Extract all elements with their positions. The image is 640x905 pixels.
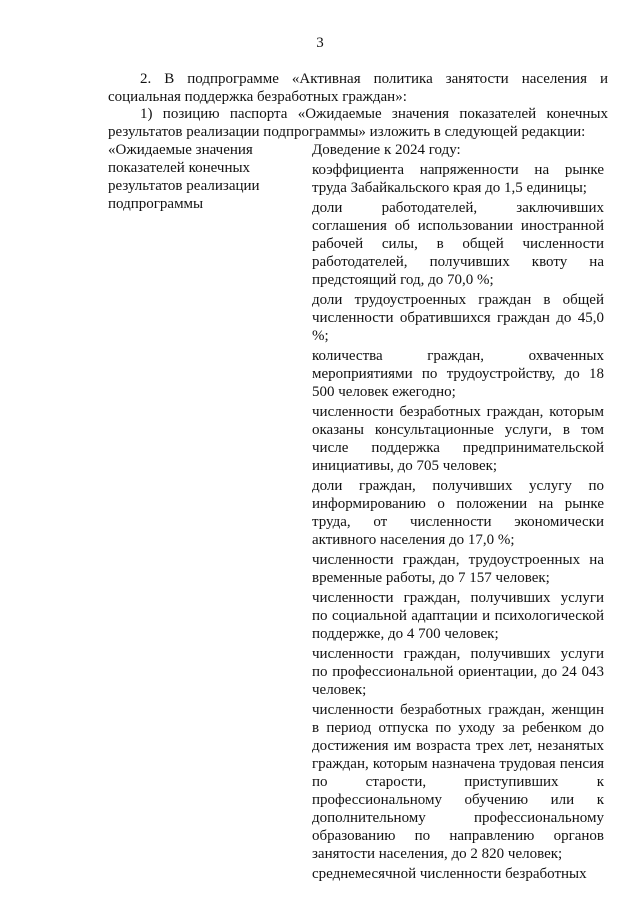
content-line: численности граждан, трудоустроенных на временные работы, до 7 157 человек; <box>312 552 604 586</box>
paragraph-passport-position: 1) позицию паспорта «Ожидаемые значения показателей конечных результатов реализации подпрограммы» изложить в следующей редакции: <box>108 106 608 140</box>
content-line: численности граждан, получивших услуги по профессиональной ориентации, до 24 043 человек; <box>312 646 604 698</box>
content-line: доли работодателей, заключивших соглашения об использовании иностранной рабочей силы, в общей численности работодателей, получивших квоту на предстоящий год, до 70,0 %; <box>312 200 604 288</box>
content-line: численности безработных граждан, женщин в период отпуска по уходу за ребенком до достижения им возраста трех лет, незанятых граждан, которым назначена трудовая пенсия по старости, приступивших к профессиональному обучению или к дополнительному профессиональному образованию по направлению органов занятости населения, до 2 820 человек; <box>312 702 604 862</box>
content-line: численности безработных граждан, которым оказаны консультационные услуги, в том числе поддержка предпринимательской инициативы, до 705 человек; <box>312 404 604 474</box>
content-line: численности граждан, получивших услуги по социальной адаптации и психологической поддержке, до 4 700 человек; <box>312 590 604 642</box>
content-line: Доведение к 2024 году: <box>312 142 461 158</box>
table-label-cell: «Ожидаемые значения показателей конечных результатов реализации подпрограммы <box>108 142 260 212</box>
content-line: среднемесячной численности безработных <box>312 866 587 882</box>
content-line: доли граждан, получивших услугу по информированию о положении на рынке труда, от численности экономически активного населения до 17,0 %; <box>312 478 604 548</box>
page-number: 3 <box>316 35 324 51</box>
table-content-cell <box>312 141 604 883</box>
content-line: количества граждан, охваченных мероприятиями по трудоустройству, до 18 500 человек ежегодно; <box>312 348 604 400</box>
content-line: коэффициента напряженности на рынке труда Забайкальского края до 1,5 единицы; <box>312 162 604 196</box>
content-line: доли трудоустроенных граждан в общей численности обратившихся граждан до 45,0 %; <box>312 292 604 344</box>
paragraph-subprogram-intro: 2. В подпрограмме «Активная политика занятости населения и социальная поддержка безработных граждан»: <box>108 71 608 105</box>
